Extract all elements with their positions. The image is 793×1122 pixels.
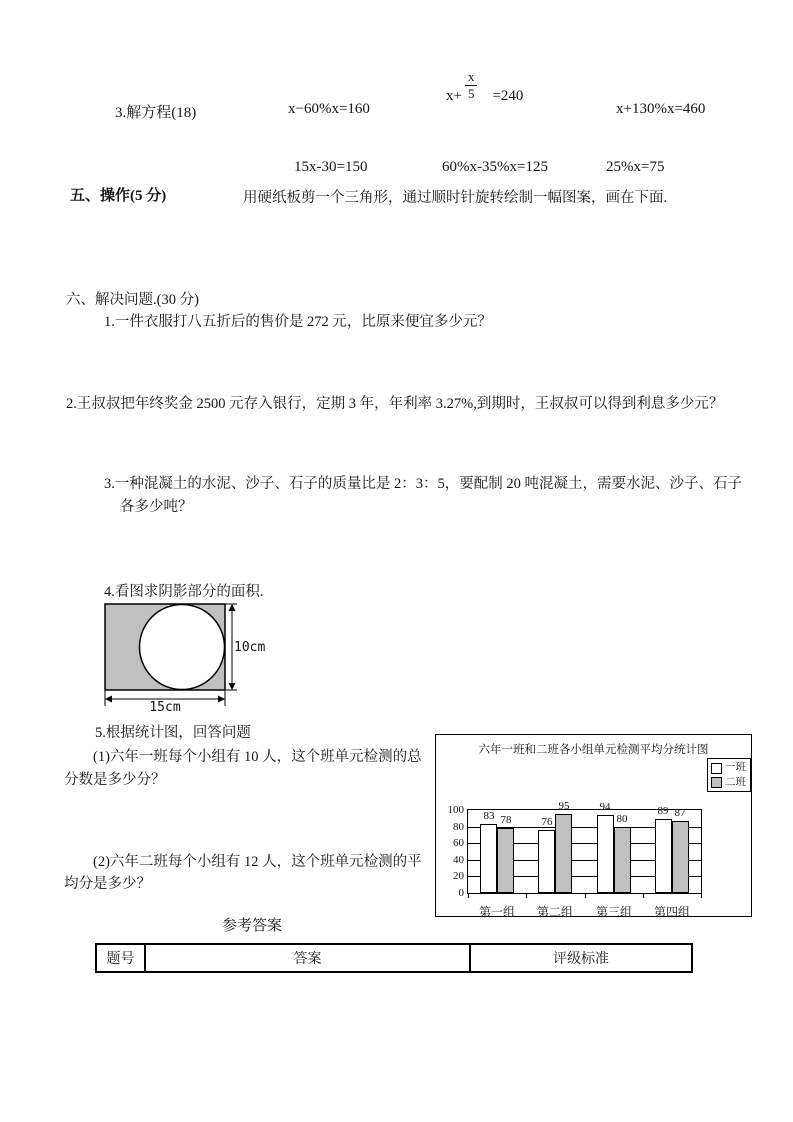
header-question-number: 题号 [96, 944, 145, 972]
x-axis-tick [701, 894, 702, 898]
y-tick-label: 0 [458, 887, 464, 899]
question-3-line-1: 3.一种混凝土的水泥、沙子、石子的质量比是 2：3：5，要配制 20 吨混凝土，需要水泥、沙子、石子 [104, 476, 742, 492]
y-tick-label: 80 [453, 820, 464, 833]
equation-2-prefix: x+ [446, 87, 462, 104]
question-3-line-2: 各多少吨？ [120, 499, 193, 515]
question-5-2-line-2: 均分是多少？ [64, 876, 151, 892]
bar-value-label: 95 [558, 800, 570, 812]
class1-swatch-icon [711, 763, 722, 774]
question-2-text: 2.王叔叔把年终奖金 2500 元存入银行，定期 3 年，年利率 3.27%,到期时，王叔叔可以得到利息多少元？ [66, 396, 724, 412]
x-axis-tick [468, 894, 469, 898]
category-label: 第四组 [653, 905, 690, 919]
bar-value-label: 87 [674, 807, 686, 819]
y-tick-label: 60 [453, 837, 464, 850]
header-grading-standard: 评级标准 [470, 944, 692, 972]
class2-swatch-icon [711, 777, 722, 788]
equation-2-with-fraction [446, 70, 523, 105]
fraction-numerator: x [465, 70, 478, 86]
equation-4: 15x-30=150 [294, 159, 368, 175]
question-5-1-line-1: (1)六年一班每个小组有 10 人，这个班单元检测的总 [93, 749, 422, 765]
bar-value-label: 80 [616, 813, 628, 825]
bar-一班-第三组 [597, 815, 614, 893]
x-axis-tick [585, 894, 586, 898]
equation-5: 60%x-35%x=125 [442, 159, 548, 175]
legend-item-class2 [711, 777, 747, 790]
solve-equations-label: 3.解方程(18) [115, 105, 197, 121]
y-tick-label: 20 [453, 870, 464, 883]
bar-二班-第一组 [497, 828, 514, 893]
bar-二班-第三组 [614, 827, 631, 893]
bar-一班-第一组 [480, 824, 497, 893]
answers-table [95, 943, 693, 973]
category-label: 第二组 [536, 905, 573, 919]
bar-value-label: 89 [657, 805, 669, 817]
question-5-label: 5.根据统计图，回答问题 [95, 725, 251, 741]
equation-1: x−60%x=160 [288, 101, 370, 117]
bar-二班-第二组 [555, 814, 572, 893]
bar-value-label: 76 [541, 816, 553, 828]
equation-2-suffix: =240 [492, 87, 524, 104]
arrow-up-icon [229, 604, 236, 611]
table-header-row [96, 944, 692, 972]
figure-height-label: 10cm [234, 640, 266, 655]
x-axis-tick [643, 894, 644, 898]
equation-6: 25%x=75 [606, 159, 665, 175]
bar-一班-第二组 [538, 830, 555, 893]
question-4-label: 4.看图求阴影部分的面积. [104, 584, 264, 600]
bar-二班-第四组 [672, 821, 689, 893]
x-axis-tick [526, 894, 527, 898]
legend-label-class1: 一班 [725, 762, 746, 773]
legend-label-class2: 二班 [725, 776, 746, 788]
section-5-heading: 五、操作(5 分) [70, 188, 167, 204]
figure-width-label: 15cm [149, 700, 181, 715]
chart-title: 六年一班和二班各小组单元检测平均分统计图 [478, 744, 709, 756]
y-tick-label: 40 [453, 853, 464, 866]
legend-item-class1 [711, 762, 747, 775]
chart-legend [707, 758, 751, 792]
reference-answers-title: 参考答案 [222, 918, 283, 934]
figure-circle [140, 605, 225, 690]
question-5-1-line-2: 分数是多少分？ [64, 772, 166, 788]
bar-value-label: 94 [599, 801, 611, 813]
fraction-denominator: 5 [467, 86, 475, 102]
section-5-instruction: 用硬纸板剪一个三角形，通过顺时针旋转绘制一幅图案，画在下面. [243, 190, 668, 206]
bar-value-label: 78 [500, 814, 512, 826]
bar-value-label: 83 [483, 810, 495, 822]
arrow-down-icon [229, 683, 236, 690]
equation-3: x+130%x=460 [616, 101, 706, 117]
y-tick-label: 100 [447, 804, 464, 816]
category-label: 第三组 [595, 905, 632, 919]
section-6-heading: 六、解决问题.(30 分) [66, 292, 199, 308]
header-answer: 答案 [145, 944, 470, 972]
question-1-text: 1.一件衣服打八五折后的售价是 272 元，比原来便宜多少元？ [104, 314, 492, 330]
fraction-x-over-5 [465, 70, 478, 102]
bar-一班-第四组 [655, 819, 672, 893]
score-bar-chart [435, 734, 752, 917]
category-label: 第一组 [478, 905, 515, 919]
question-5-2-line-1: (2)六年二班每个小组有 12 人，这个班单元检测的平 [93, 854, 422, 870]
